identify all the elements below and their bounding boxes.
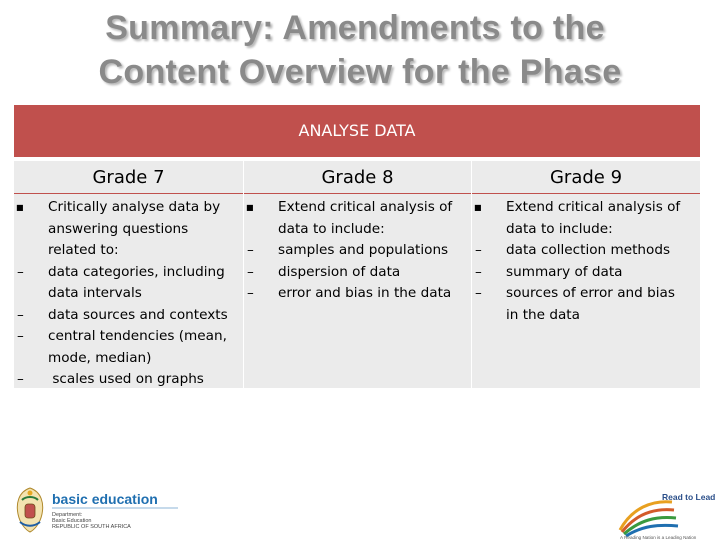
logo-left-sub2: Basic Education — [52, 518, 92, 524]
logo-left-sub3: REPUBLIC OF SOUTH AFRICA — [52, 524, 131, 530]
content-table — [14, 105, 700, 388]
item-line: data to include: — [278, 220, 385, 237]
item-line: data categories, including — [48, 263, 225, 280]
coat-of-arms-icon — [17, 488, 42, 532]
title-line-2: Content Overview for the Phase — [98, 53, 622, 91]
bullet-item — [472, 197, 700, 240]
grade-9-content — [472, 194, 700, 326]
item-line: Critically analyse data by — [48, 199, 221, 215]
grade-8-heading: Grade 8 — [244, 161, 471, 194]
bullet-item — [14, 197, 243, 262]
item-line: data intervals — [48, 285, 142, 301]
item-line: error and bias in the data — [278, 285, 452, 301]
dash-marker: – — [17, 306, 24, 323]
item-line: central tendencies (mean, — [48, 328, 227, 344]
sub-item — [244, 262, 471, 284]
square-bullet-icon: ■ — [16, 203, 24, 212]
grade-columns — [14, 161, 700, 388]
dash-marker: – — [475, 242, 482, 258]
square-bullet-icon: ■ — [246, 203, 254, 212]
dash-marker: – — [475, 263, 482, 280]
basic-education-logo — [8, 484, 188, 534]
logo-right-tagline: A Reading Nation is a Leading Nation — [620, 535, 697, 540]
bullet-item — [244, 197, 471, 240]
item-line: Extend critical analysis of — [278, 199, 453, 215]
title-line-1: Summary: Amendments to the — [105, 9, 605, 47]
item-line: data sources and contexts — [48, 306, 228, 323]
item-line: sources of error and bias — [506, 285, 675, 301]
sub-item — [14, 305, 243, 327]
item-line: samples and populations — [278, 242, 449, 258]
table-header: ANALYSE DATA — [14, 105, 700, 161]
dash-marker: – — [247, 285, 254, 301]
grade-7-heading: Grade 7 — [14, 161, 243, 194]
logo-left-name: basic education — [52, 491, 158, 507]
grade-8-column — [244, 161, 472, 388]
dash-marker: – — [247, 242, 254, 258]
item-line: dispersion of data — [278, 263, 401, 280]
item-line: data collection methods — [506, 242, 671, 258]
sub-item — [14, 369, 243, 391]
sub-item — [14, 262, 243, 305]
dash-marker: – — [17, 328, 24, 344]
item-line: data to include: — [506, 220, 613, 237]
logo-right-name: Read to Lead — [662, 492, 716, 502]
item-line: scales used on graphs — [48, 371, 204, 387]
item-line: mode, median) — [48, 349, 152, 366]
slide-title — [0, 6, 720, 94]
item-line: summary of data — [506, 263, 623, 280]
sub-item — [472, 240, 700, 262]
sub-item — [244, 283, 471, 305]
item-line: related to: — [48, 242, 119, 258]
dash-marker: – — [17, 263, 24, 280]
read-to-lead-emblem-icon — [620, 502, 678, 536]
dash-marker: – — [247, 263, 254, 280]
grade-9-column — [472, 161, 700, 388]
item-line: in the data — [506, 306, 580, 323]
dash-marker: – — [475, 285, 482, 301]
item-line: Extend critical analysis of — [506, 199, 681, 215]
sub-item — [14, 326, 243, 369]
sub-item — [472, 283, 700, 326]
grade-8-content — [244, 194, 471, 305]
grade-7-column — [14, 161, 244, 388]
grade-9-heading: Grade 9 — [472, 161, 700, 194]
grade-7-content — [14, 194, 243, 391]
item-line: answering questions — [48, 220, 189, 237]
read-to-lead-logo — [612, 488, 720, 540]
sub-item — [472, 262, 700, 284]
logo-left-sub1: Department: — [52, 512, 83, 518]
dash-marker: – — [17, 371, 24, 387]
sub-item — [244, 240, 471, 262]
square-bullet-icon: ■ — [474, 203, 482, 212]
